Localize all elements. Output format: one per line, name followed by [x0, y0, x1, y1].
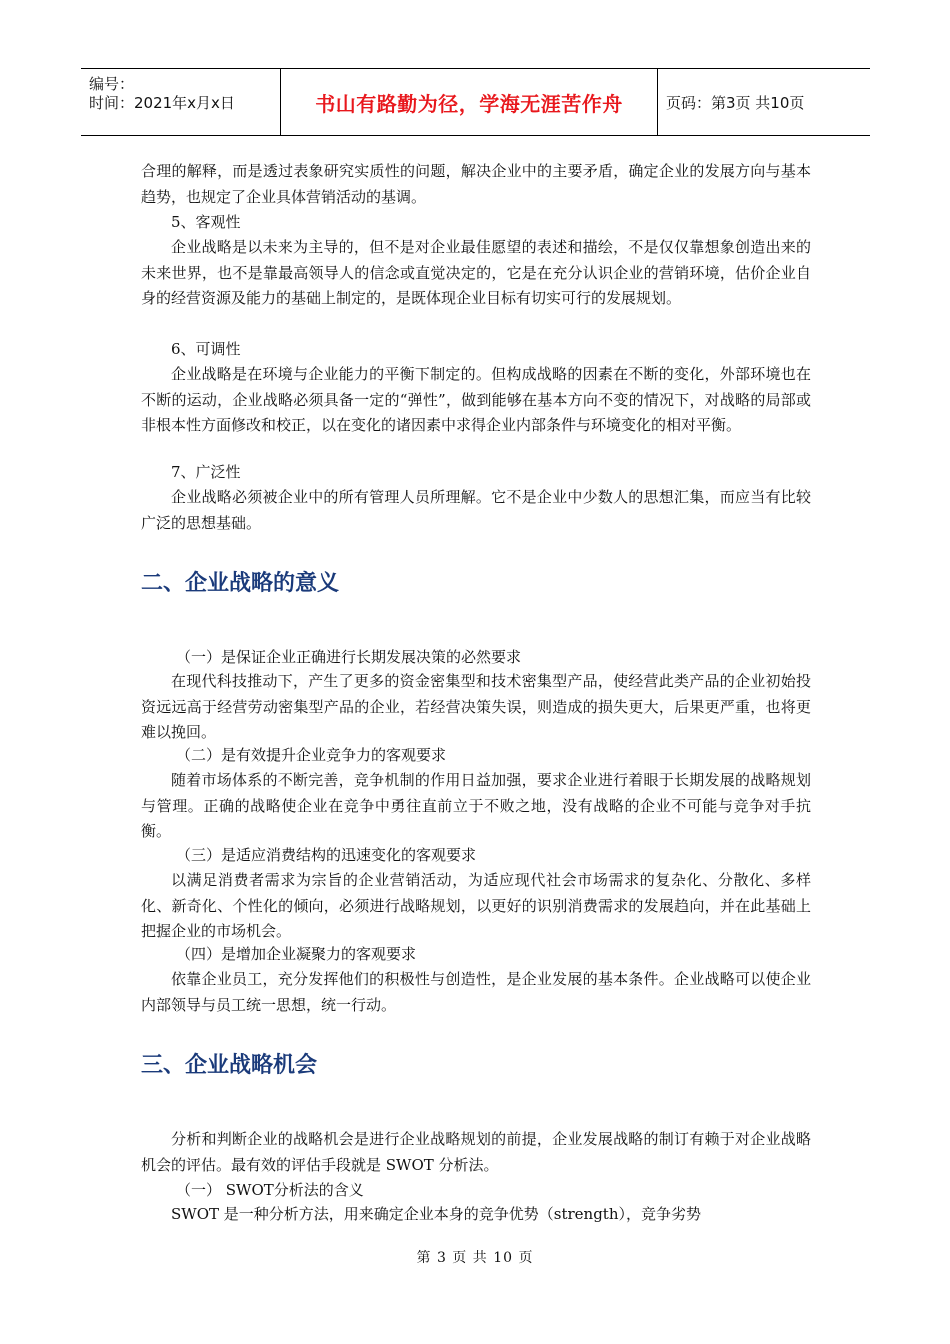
paragraph: 企业战略必须被企业中的所有管理人员所理解。它不是企业中少数人的思想汇集，而应当有比较广泛的思想基础。	[141, 488, 811, 532]
item-heading: （一） SWOT分析法的含义	[176, 1181, 364, 1199]
doc-number-label: 编号：	[89, 75, 135, 93]
header-meta-cell	[81, 69, 281, 135]
doc-time-label: 时间：2021年x月x日	[89, 94, 235, 112]
paragraph: 企业战略是以未来为主导的，但不是对企业最佳愿望的表述和描绘，不是仅仅靠想象创造出来的未来世界，也不是靠最高领导人的信念或直觉决定的，它是在充分认识企业的营销环境，估价企业自身的经营资源及能力的基础上制定的，是既体现企业目标有切实可行的发展规划。	[141, 238, 811, 307]
paragraph: 在现代科技推动下，产生了更多的资金密集型和技术密集型产品，使经营此类产品的企业初始投资远远高于经营劳动密集型产品的企业，若经营决策失误，则造成的损失更大，后果更严重，也将更难以挽回。	[141, 672, 811, 741]
page-footer: 第 3 页 共 10 页	[416, 1250, 534, 1266]
item-heading: （二）是有效提升企业竞争力的客观要求	[176, 746, 447, 764]
paragraph: 随着市场体系的不断完善，竞争机制的作用日益加强，要求企业进行着眼于长期发展的战略规划与管理。正确的战略使企业在竞争中勇往直前立于不败之地，没有战略的企业不可能与竞争对手抗衡。	[141, 771, 811, 840]
paragraph: 以满足消费者需求为宗旨的企业营销活动，为适应现代社会市场需求的复杂化、分散化、多样化、新奇化、个性化的倾向，必须进行战略规划，以更好的识别消费需求的发展趋向，并在此基础上把握企业的市场机会。	[141, 871, 811, 940]
header-table	[81, 68, 870, 136]
paragraph: 分析和判断企业的战略机会是进行企业战略规划的前提，企业发展战略的制订有赖于对企业战略机会的评估。最有效的评估手段就是 SWOT 分析法。	[141, 1130, 811, 1174]
section-heading-significance: 二、企业战略的意义	[141, 571, 340, 596]
section-heading-opportunity: 三、企业战略机会	[141, 1053, 318, 1078]
item-heading: （一）是保证企业正确进行长期发展决策的必然要求	[176, 648, 522, 666]
paragraph: 依靠企业员工，充分发挥他们的积极性与创造性，是企业发展的基本条件。企业战略可以使企业内部领导与员工统一思想，统一行动。	[141, 970, 811, 1014]
header-motto: 书山有路勤为径，学海无涯苦作舟	[315, 91, 623, 116]
item-heading: （四）是增加企业凝聚力的客观要求	[176, 945, 417, 963]
header-page-info: 页码：第3页 共10页	[666, 93, 805, 112]
subheading-adjustability: 6、可调性	[171, 340, 241, 358]
header-motto-cell	[281, 69, 658, 135]
paragraph: SWOT 是一种分析方法，用来确定企业本身的竞争优势（strength），竞争劣势	[171, 1205, 701, 1223]
subheading-universality: 7、广泛性	[171, 463, 241, 481]
item-heading: （三）是适应消费结构的迅速变化的客观要求	[176, 846, 477, 864]
paragraph: 合理的解释，而是透过表象研究实质性的问题，解决企业中的主要矛盾，确定企业的发展方向与基本趋势，也规定了企业具体营销活动的基调。	[141, 162, 811, 206]
paragraph: 企业战略是在环境与企业能力的平衡下制定的。但构成战略的因素在不断的变化，外部环境也在不断的运动，企业战略必须具备一定的“弹性”，做到能够在基本方向不变的情况下，对战略的局部或非根本性方面修改和校正，以在变化的诸因素中求得企业内部条件与环境变化的相对平衡。	[141, 365, 811, 434]
subheading-objectivity: 5、客观性	[171, 213, 241, 231]
